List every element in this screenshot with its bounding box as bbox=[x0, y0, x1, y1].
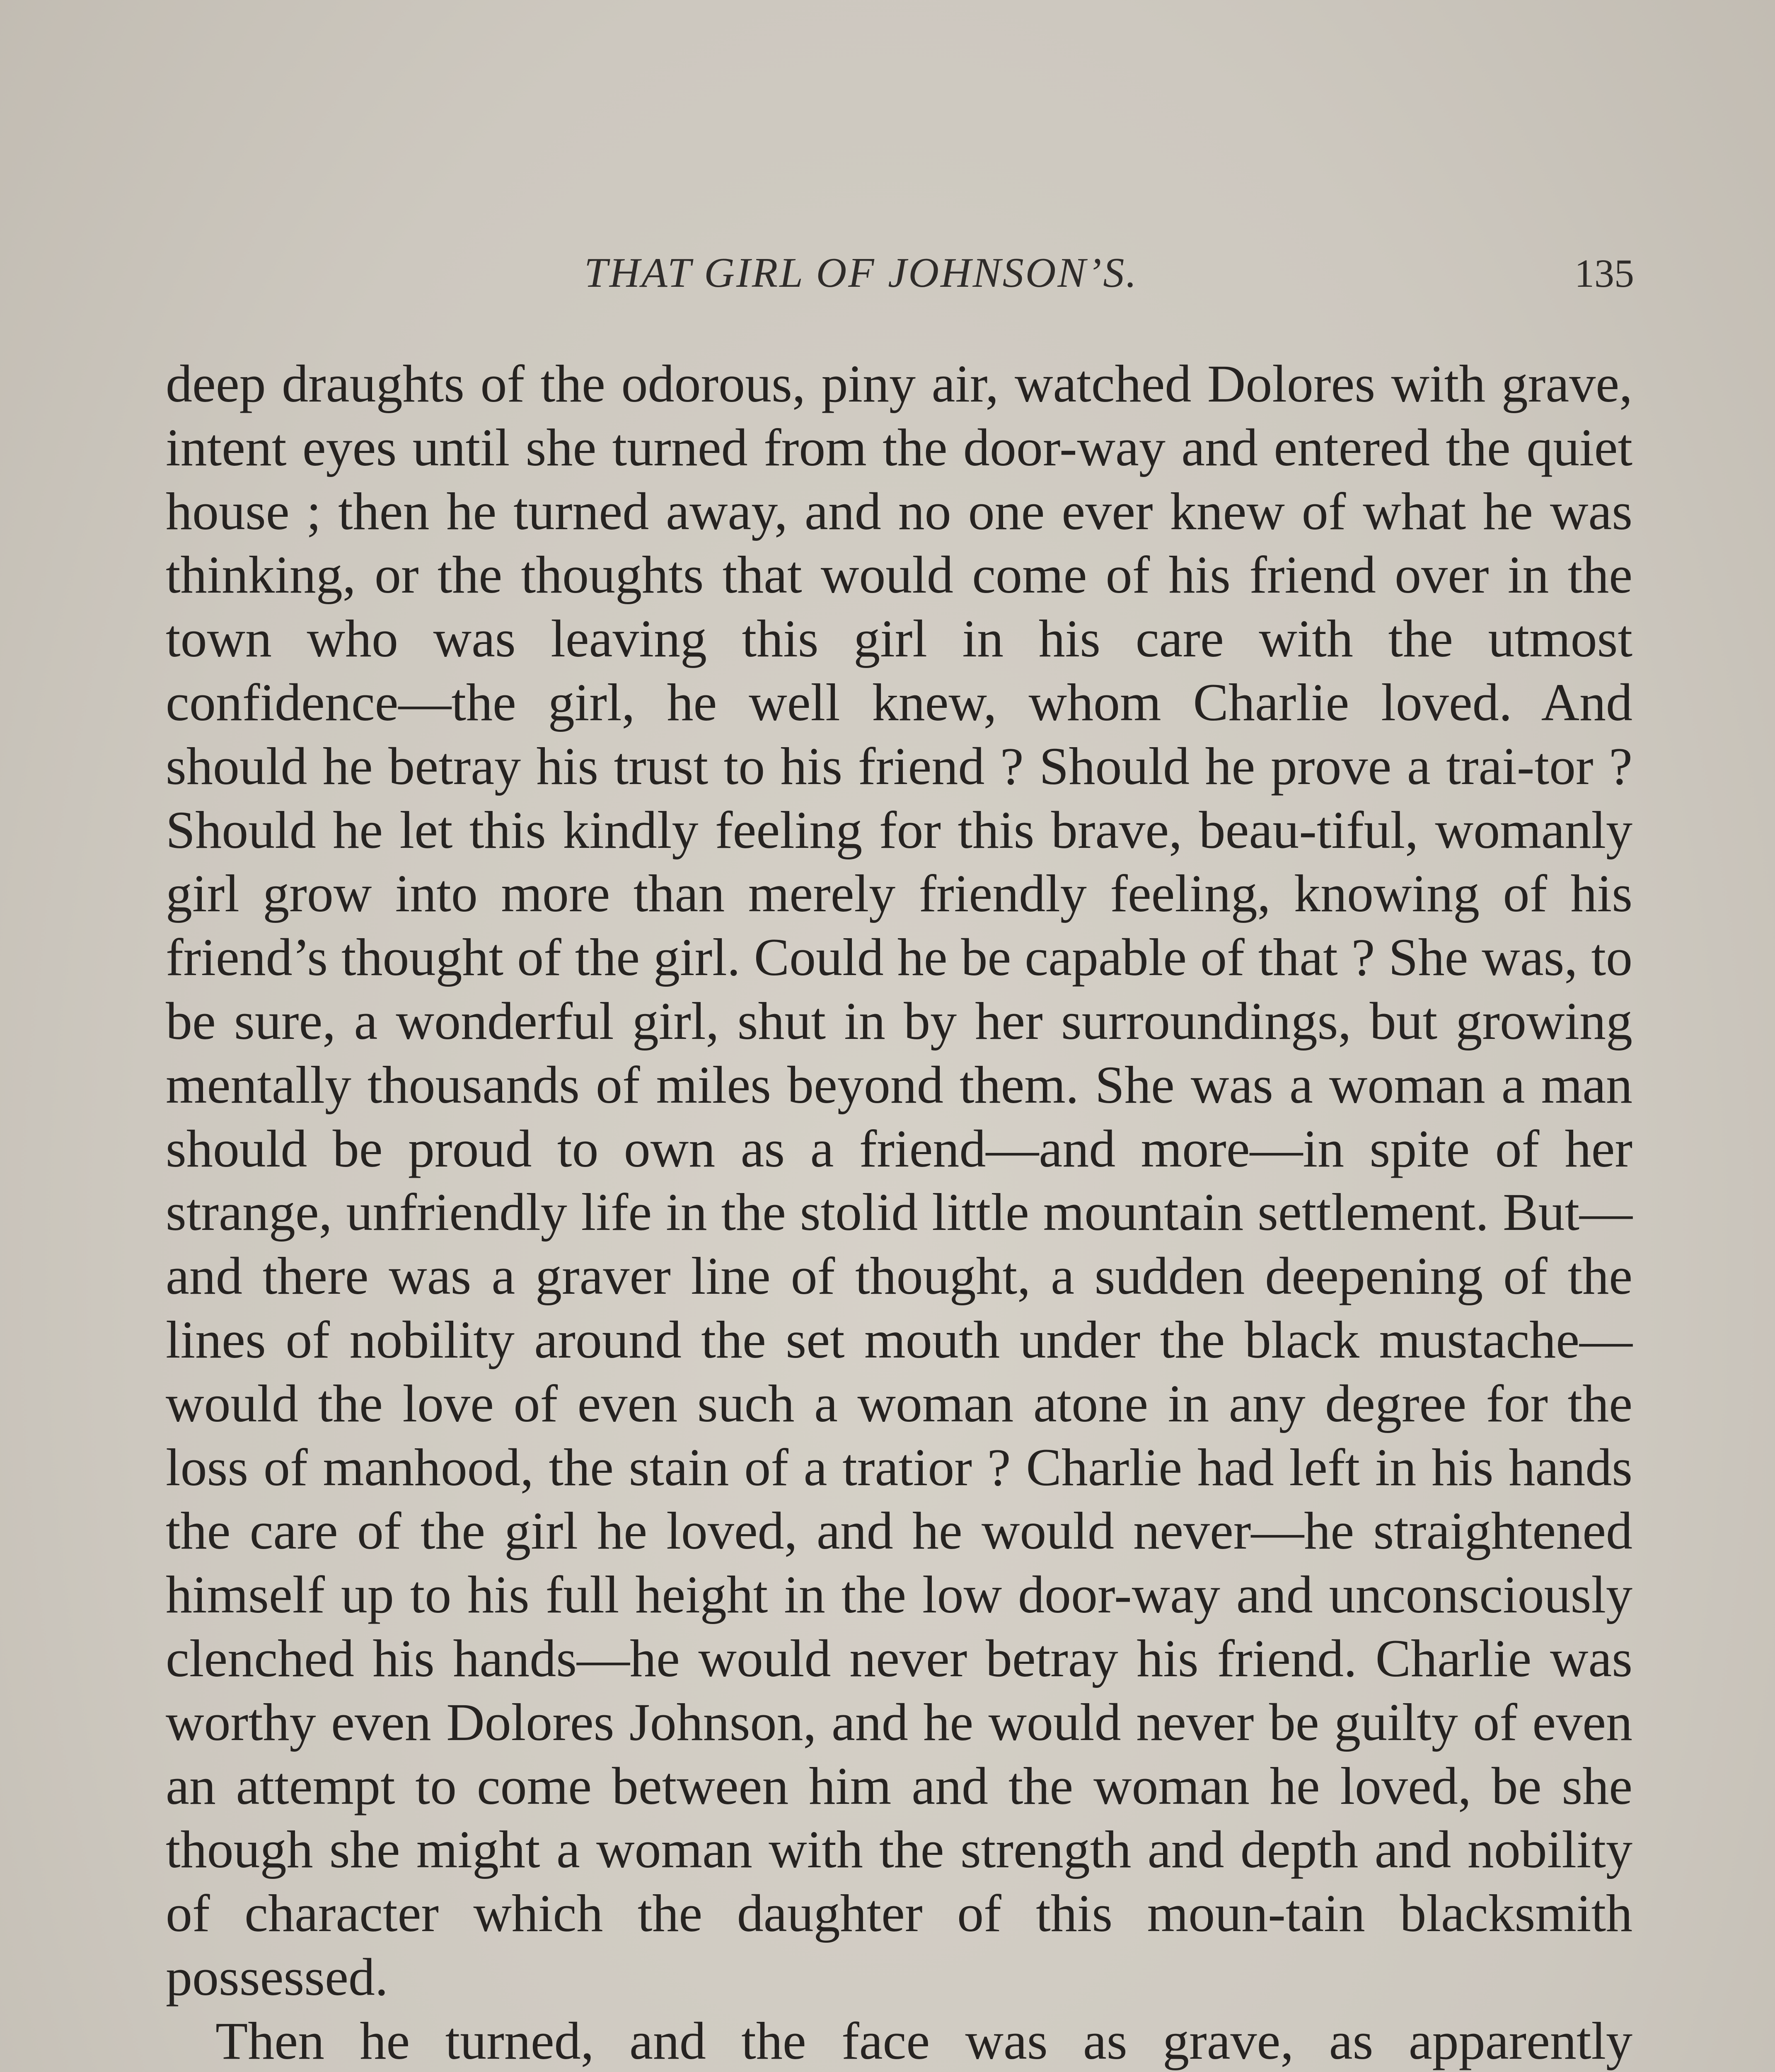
paragraph-2: Then he turned, and the face was as grave, as apparently bbox=[215, 2011, 1632, 2070]
paragraph-1: deep draughts of the odorous, piny air, watched Dolores with grave, intent eyes until she turned from the door-way and entered the quiet house ; then he turned away, and no one ever knew of what he was thinking, or the thoughts that would come of his friend over in the town who was leaving this girl in his care with the utmost confidence—the girl, he well knew, whom Charlie loved. And should he betray his trust to his friend ? Should he prove a trai-tor ? Should he let this kindly feeling for this brave, beau-tiful, womanly girl grow into more than merely friendly feeling, knowing of his friend’s thought of the girl. Could he be capable of that ? She was, to be sure, a wonderful girl, shut in by her surroundings, but growing mentally thousands of miles beyond them. She was a woman a man should be proud to own as a friend—and more—in spite of her strange, unfriendly life in the stolid little mountain settlement. But—and there was a graver line of thought, a sudden deepening of the lines of nobility around the set mouth under the black mustache—would the love of even such a woman atone in any degree for the loss of manhood, the stain of a tratior ? Charlie had left in his hands the care of the girl he loved, and he would never—he straightened himself up to his full height in the low door-way and unconsciously clenched his hands—he would never betray his friend. Charlie was worthy even Dolores Johnson, and he would never be guilty of even an attempt to come between him and the woman he loved, be she though she might a woman with the strength and depth and nobility of character which the daughter of this moun-tain blacksmith possessed. bbox=[166, 354, 1632, 2007]
body-text bbox=[166, 352, 1632, 2072]
page-number: 135 bbox=[1574, 251, 1634, 295]
running-title: THAT GIRL OF JOHNSON’S. bbox=[584, 249, 1138, 296]
